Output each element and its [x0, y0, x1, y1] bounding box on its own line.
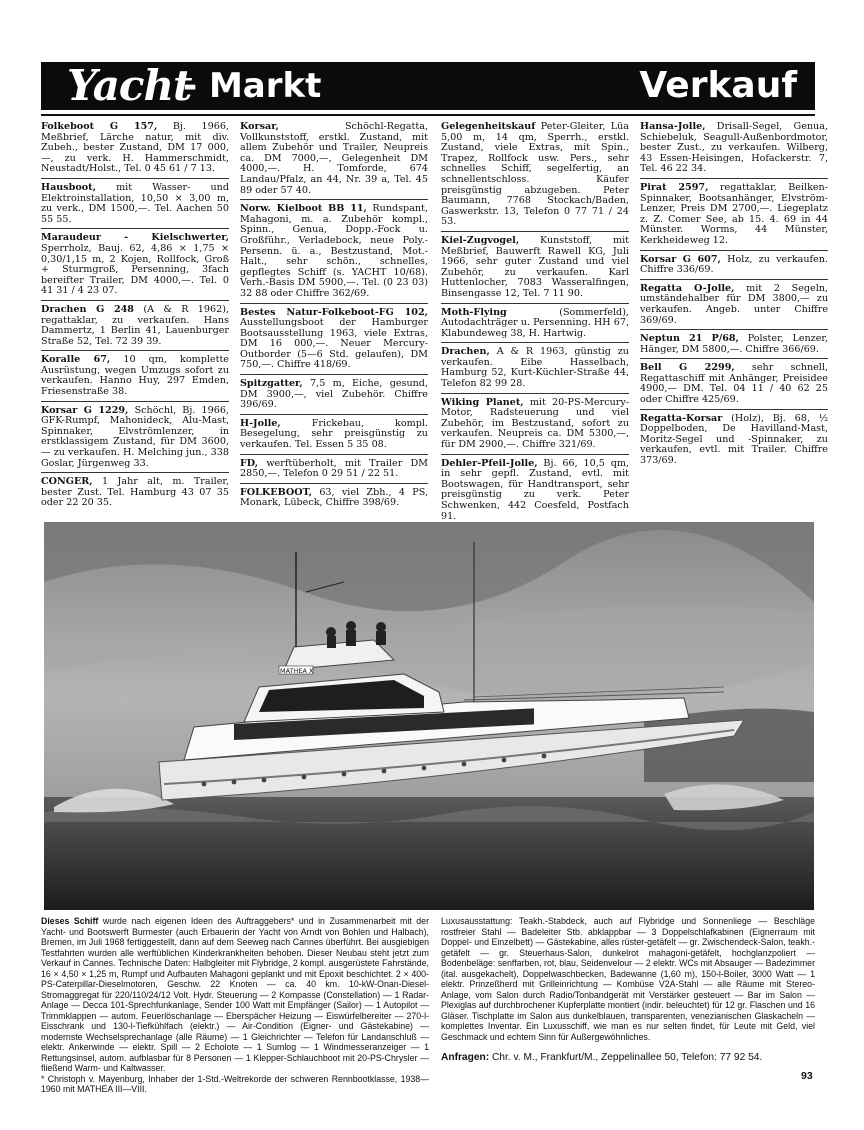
classified-ad [441, 347, 629, 393]
ad-headline: Drachen G 248 [41, 303, 134, 315]
ad-body: Bj. 1966, Meßbrief, Lärche natur, mit div. Zubeh., bester Zustand, DM 17 000,—, zu verk. H. Hammerschmidt, Neustadt/Holst., Tel. 0 45 61 / 7 13. [41, 121, 229, 175]
ad-headline: Norw. Kielboot BB 11, [240, 203, 367, 215]
header-rule [41, 114, 815, 116]
contact-label: Anfragen: [441, 1052, 490, 1063]
caption-paragraph [41, 916, 429, 1074]
ad-body: 63, viel Zbh., 4 PS, Monark, Lübeck, Chiffre 398/69. [240, 486, 428, 509]
classified-ad [41, 477, 229, 512]
ad-body: werftüberholt, mit Trailer DM 2850,—. Telefon 0 29 51 / 22 51. [240, 457, 428, 480]
ad-body: (A & R 1962), regattaklar, zu verkaufen. Hans Dammertz, 1 Berlin 41, Lauenburger Straße 52, Tel. 72 39 39. [41, 303, 230, 347]
markt-title: - Markt [183, 66, 322, 106]
ad-headline: Gelegenheitskauf [441, 121, 536, 132]
ad-headline: Folkeboot G 157, [41, 121, 158, 132]
boat-name-label: MATHEA X [280, 667, 314, 675]
ad-headline: Hausboot, [41, 181, 96, 193]
ad-body: Schöchl, Bj. 1966, GFK-Rumpf, Mahonideck, Alu-Mast, Spinnaker, Elvströmlenzer, in erstklassigem Zustand, für DM 3600,— zu verkaufen. H. Melching jun., 338 Goslar, Jürgenweg 33. [41, 404, 230, 469]
classified-ad [640, 183, 828, 251]
ad-column-3 [441, 122, 629, 529]
caption-body: wurde nach eigenen Ideen des Auftraggebers* und in Zusammenarbeit mit der Yacht- und Bootswerft Burmester (auch Erbauerin der Yacht von Arndt von Bohlen und Halbach), Bremen, im Juli 1968 fertiggestellt, dann auf dem Seeweg nach Cannes überführt. Bei ausgiebigen Testfahrten wurden alle werftüblichen Kinderkrankheiten behoben. Dieser Neubau steht jetzt zum Verkauf in Cannes. Technische Daten: Halbgleiter mit Flybridge, 2 kompl. ausgerüstete Fahrstände, 16 × 4,50 × 1,25 m, Rumpf und Aufbauten Mahagoni geplankt und mit Epoxit beschichtet. 2 × 400-PS-Caterpillar-Dieselmotoren, Geschw. 22 Knoten — ca. 40 km. 10-kW-Onan-Diesel-Stromaggregat für 220/110/24/12 Volt. Hydr. Steuerung — 2 Kompasse (Constellation) — 1 Radar-Anlage — Decca 101-Sprechfunkanlage, Sender 100 Watt mit Empfänger (Sailor) — 1 Autopilot — Trimmklappen — autom. Feuerlöschanlage — Eberspächer Heizung — Eiswürfelbereiter — 270-l-Eisschrank und 130-l-Tiefkühlfach (elektr.) — Air-Condition (Eigner- und Gästekabine) — modernste Wechselsprechanlage (alle Räume) — 1 Gleichrichter — Telefon für Landanschluß — elektr. Ankerwinde — elektr. Spill — 2 Echolote — 1 Sumlog — 1 Windmesseranzeiger — 1 Rettungsinsel, autom. aufblasbar für 8 Personen — 1 Klepper-Schlauchboot mit 20-PS-Chrysler — fließend Warm- und Kaltwasser. [41, 916, 429, 1073]
photo-caption-left [41, 916, 429, 1095]
ad-body: Polster, Lenzer, Hänger, DM 5800,—. Chiffre 366/69. [640, 333, 828, 355]
caption-footnote: * Christoph v. Mayenburg, Inhaber der 1-Std.-Weltrekorde der schweren Rennbootklasse, 1938—1960 mit MATHEA III—VIII. [41, 1073, 429, 1094]
classified-ad [240, 379, 428, 415]
classified-ad [441, 459, 629, 526]
yacht-photo [44, 522, 814, 910]
ad-headline: CONGER, [41, 476, 93, 488]
classified-ad [240, 419, 428, 455]
classified-ad [640, 122, 828, 179]
classified-ad [640, 255, 828, 280]
ad-body: Sperrholz, Bauj. 62, 4,86 × 1,75 × 0,30/1,15 m, 2 Kojen, Rollfock, Groß + Sturmgroß, Persenning, 3fach bereifter Trailer, DM 4000,—. Tel. 0 41 31 / 4 23 07. [41, 242, 229, 297]
section-title: Verkauf [639, 65, 797, 106]
contact-details: Chr. v. M., Frankfurt/M., Zeppelinallee 50, Telefon: 77 92 54. [491, 1052, 763, 1063]
classified-ad [41, 406, 229, 474]
caption-lead: Dieses Schiff [41, 916, 99, 926]
ad-body: Peter-Gleiter, Lüa 5,00 m, 14 qm, Sperrh., erstkl. Zustand, viele Extras, mit Spin., Trapez, Rollfock usw. Pers., sehr schnelles Schiff, segelfertig, an schnellentschloss. Käufer preisgünstig abzugeben. Peter Baumann, 7768 Stockach/Baden, Gaswerkstr. 13, Telefon 0 77 71 / 24 53. [441, 121, 629, 228]
ad-body: mit 2 Segeln, umständehalber für DM 3800,— zu verkaufen. Angeb. unter Chiffre 369/69. [640, 282, 828, 326]
ad-headline: FD, [240, 457, 259, 469]
ad-body: Rundspant, Mahagoni, m. a. Zubehör kompl., Spinn., Genua, Dopp.-Fock u. Großführ., Verladebock, neue Poly.-Persenn. ü. a., Bestzustand, Mot.-Halt., sehr schön., schnelles, gepflegtes Schiff (s. YACHT 10/68). Verh.-Basis DM 5900,—. Tel. (0 23 03) 32 88 oder Chiffre 362/69. [240, 203, 429, 299]
ad-body: Schöchl-Regatta, Vollkunststoff, erstkl. Zustand, mit allem Zubehör und Trailer, Neupreis ca. DM 7000,—, Gelegenheit DM 4000,—. H. Tomforde, 674 Landau/Pfalz, an 44, Nr. 39 a, Tel. 45 89 oder 57 40. [240, 121, 428, 196]
ad-headline: Kiel-Zugvogel, [441, 234, 520, 246]
ad-headline: Drachen, [441, 346, 490, 358]
ad-headline: Regatta-Korsar [640, 412, 723, 424]
ad-body: mit 20-PS-Mercury-Motor, Radsteuerung und viel Zubehör, im Bestzustand, sofort zu verkaufen. Neupreis ca. DM 5300,—, für DM 2900,—. Chiffre 321/69. [441, 396, 629, 451]
classified-ad [240, 204, 428, 303]
ad-body: Drisall-Segel, Genua, Schiebeluk, Seagull-Außenbordmotor, bester Zust., zu verkaufen. Wilberg, 43 Essen-Heisingen, Hofackerstr. 7, Tel. 46 22 34. [640, 121, 828, 175]
ad-headline: Bell G 2299, [640, 362, 735, 374]
ad-headline: Koralle 67, [41, 354, 111, 366]
ad-body: Bj. 66, 10,5 qm, in sehr gepfl. Zustand, evtl. mit Bootswagen, für Handtransport, sehr preisgünstig zu verk. Peter Schwenken, 442 Coesfeld, Postfach 91. [441, 457, 629, 522]
ad-headline: Korsar G 607, [640, 253, 721, 265]
ad-headline: Wiking Planet, [441, 396, 524, 408]
classified-ad [640, 363, 828, 409]
classified-ad [441, 236, 629, 304]
classified-ad [240, 459, 428, 484]
ad-body: mit Wasser- und Elektroinstallation, 10,50 × 3,00 m, zu verk., DM 1500,—. Tel. Aachen 50 55 55. [41, 181, 229, 225]
ad-headline: Spitzgatter, [240, 378, 303, 390]
ad-headline: Dehler-Pfeil-Jolle, [441, 457, 538, 469]
ad-headline: Hansa-Jolle, [640, 121, 706, 132]
classified-ad [640, 414, 828, 470]
ad-body: Kunststoff, mit Meßbrief, Bauwerft Rawell KG, Juli 1966, sehr guter Zustand und viel Zubehör, zu verkaufen. Karl Huttenlocher, 7083 Wasseralfingen, Binsengasse 12, Tel. 7 11 90. [441, 234, 629, 299]
classified-ad [441, 122, 629, 232]
ad-headline: Bestes Natur-Folkeboot-FG 102, [240, 306, 428, 318]
classified-ad [41, 183, 229, 229]
classified-ad [41, 233, 229, 301]
ad-column-1 [41, 122, 229, 516]
ad-body: 7,5 m, Eiche, gesund, DM 3900,—, viel Zubehör. Chiffre 396/69. [240, 378, 428, 411]
classified-ad [441, 398, 629, 455]
ad-body: regattaklar, Beilken-Spinnaker, Bootsanhänger, Elvström-Lenzer, Preis DM 2700,—. Liegeplatz z. Z. Comer See, ab 15. 4. 69 in 44 Münster. Worms, 44 Münster, Kerkheideweg 12. [640, 181, 828, 246]
classified-ad [640, 284, 828, 330]
ad-body: Holz, zu verkaufen. Chiffre 336/69. [640, 253, 828, 276]
contact-line [441, 1052, 815, 1063]
ad-column-4 [640, 122, 828, 474]
caption-equipment: Luxusausstattung: Teakh.-Stabdeck, auch auf Flybridge und Sonnenliege — Beschläge rostfreier Stahl — Badeleiter Stb. abklappbar — 3 Doppelschlafkabinen (Eignerraum mit Doppel- und Einzelbett) — Gästekabine, alles rüster-getäfelt — gr. Zwischendeck-Salon, teakh.-getäfelt — gr. Steuerhaus-Salon, dunkelrot mahagoni-getäfelt, hochglanzpoliert — Bodenbeläge: senffarben, rot, blau, Seidenvelour — 2 elektr. WCs mit Absauger — Badezimmer (ital. ausgekachelt), Doppelwaschbecken, Badewanne (1,60 m), 150-l-Boiler, 3000 Watt — 1 elektr. Prinzeßherd mit Grilleinrichtung — Kombüse V2A-Stahl — alle Räume mit Stereo-Anlage, vom Salon durch Radio/Tonbandgerät mit Verstärker gesteuert — Bar im Salon — Plexiglas auf durchbrochener Kupferplatte montiert (indir. beleuchtet) für 12 gr. Flaschen und 16 Gläser. Tischplatte im Salon aus dunkelblauen, transparenten, venezianischen Glaskacheln — komplettes Inventar. Ein Luxusschiff, wie man es nur selten findet, für Leute mit Geld, viel Geschmack und echtem Sinn für Außergewöhnliches. [441, 916, 815, 1042]
ad-headline: FOLKEBOOT, [240, 486, 312, 498]
classified-ad [640, 334, 828, 359]
photo-caption-right [441, 916, 815, 1042]
ad-body: (Sommerfeld), Autodachträger u. Persenning. HH 67, Klabundeweg 38, H. Hartwig. [441, 306, 629, 339]
ad-headline: H-Jolle, [240, 417, 281, 429]
classified-ad [41, 355, 229, 401]
page-number: 93 [801, 1070, 813, 1082]
ad-body: sehr schnell, Regattaschiff mit Anhänger, Preisidee 4900,— DM. Tel. 04 11 / 40 62 25 oder Chiffre 425/69. [640, 362, 828, 406]
classified-ad [441, 308, 629, 344]
classified-ad [240, 122, 428, 200]
classified-ad [41, 305, 229, 351]
ad-headline: Regatta O-Jolle, [640, 282, 735, 294]
classified-ad [240, 488, 428, 512]
classified-ad [41, 122, 229, 179]
ad-headline: Pirat 2597, [640, 181, 709, 193]
ad-body: (Holz), Bj. 68, ½ Doppelboden, De Havilland-Mast, Moritz-Segel und -Spinnaker, zu verkaufen, evtl. mit Trailer. Chiffre 373/69. [640, 412, 828, 467]
ad-body: 10 qm, komplette Ausrüstung, wegen Umzugs sofort zu verkaufen. Hanno Huy, 297 Emden, Friesenstraße 38. [41, 354, 229, 398]
ad-headline: Korsar G 1229, [41, 404, 129, 416]
section-header [41, 62, 815, 110]
ad-column-2 [240, 122, 428, 516]
ad-headline: Neptun 21 P/68, [640, 333, 739, 345]
ad-body: A & R 1963, günstig zu verkaufen. Eibe Hasselbach, Hamburg 52, Kurt-Küchler-Straße 44, Telefon 82 99 28. [441, 346, 629, 390]
ad-body: Frickebau, kompl. Besegelung, sehr preisgünstig zu verkaufen. Tel. Essen 5 35 08. [240, 417, 428, 451]
ad-body: Ausstellungsboot der Hamburger Bootsausstellung 1963, viele Extras, DM 16 000,—. Neuer Mercury-Outborder (5—6 Std. gelaufen), DM 750,—. Chiffre 418/69. [240, 317, 428, 371]
ad-headline: Maraudeur - Kielschwerter, [41, 232, 229, 244]
classified-ad [240, 308, 428, 376]
ad-headline: Korsar, [240, 121, 279, 132]
yacht-logo: Yacht [67, 61, 192, 110]
ad-headline: Moth-Flying [441, 306, 507, 318]
ad-body: 1 Jahr alt, m. Trailer, bester Zust. Tel. Hamburg 43 07 35 oder 22 20 35. [41, 476, 229, 509]
